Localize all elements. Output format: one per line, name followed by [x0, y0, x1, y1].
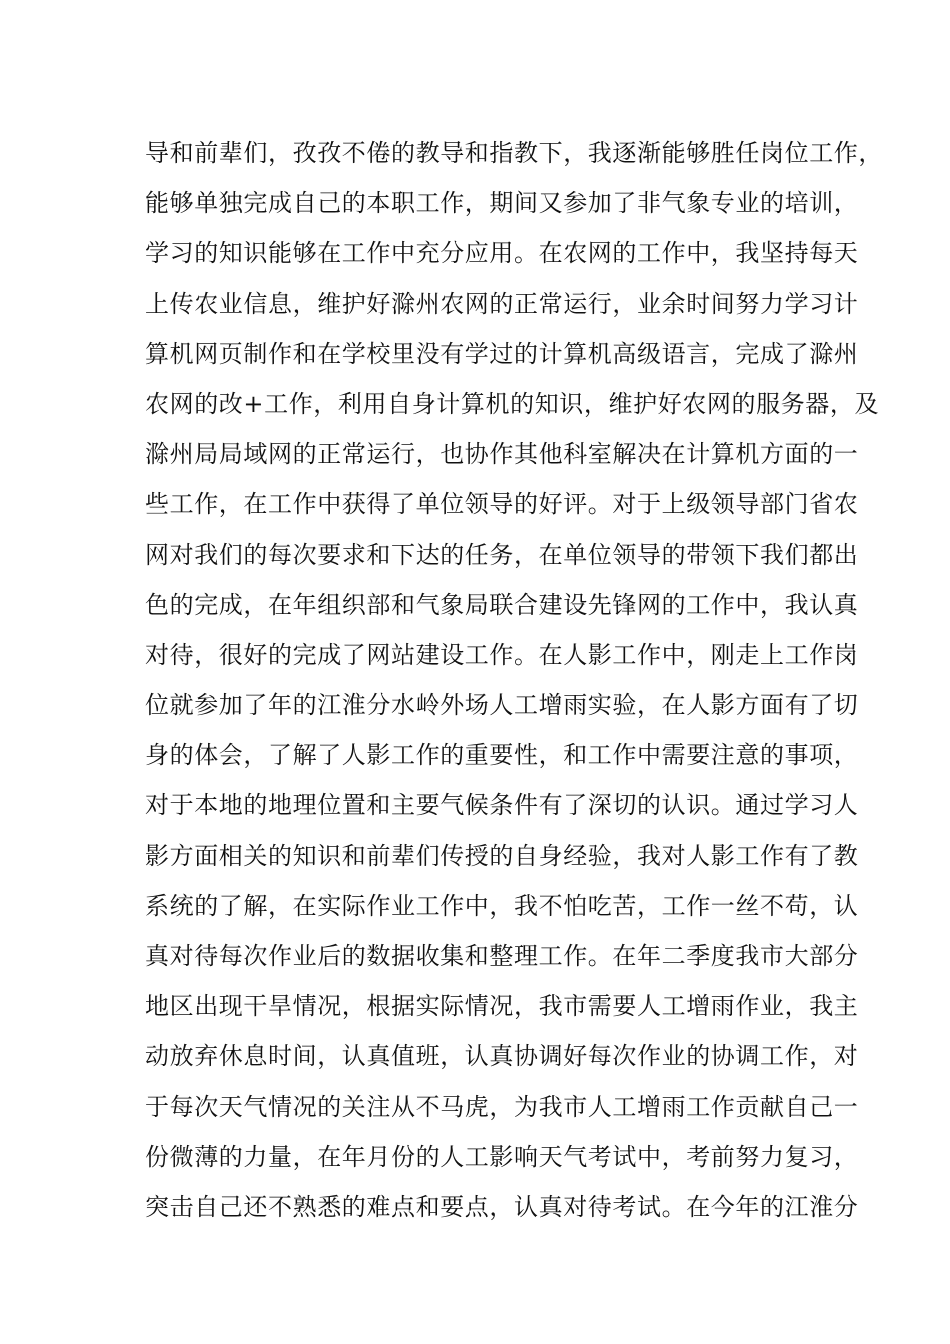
text-line: 算机网页制作和在学校里没有学过的计算机高级语言，完成了滁州	[145, 339, 859, 368]
text-line: 网对我们的每次要求和下达的任务，在单位领导的带领下我们都出	[145, 540, 859, 569]
text-line: 些工作，在工作中获得了单位领导的好评。对于上级领导部门省农	[145, 490, 859, 519]
text-line: 学习的知识能够在工作中充分应用。在农网的工作中，我坚持每天	[145, 239, 859, 268]
text-line: 身的体会，了解了人影工作的重要性，和工作中需要注意的事项，	[145, 741, 859, 770]
text-line: 动放弃休息时间，认真值班，认真协调好每次作业的协调工作，对	[145, 1042, 859, 1071]
text-line: 份微薄的力量，在年月份的人工影响天气考试中，考前努力复习，	[145, 1142, 859, 1171]
text-line: 真对待每次作业后的数据收集和整理工作。在年二季度我市大部分	[145, 942, 859, 970]
text-line: 上传农业信息，维护好滁州农网的正常运行，业余时间努力学习计	[145, 289, 859, 318]
text-line: 能够单独完成自己的本职工作，期间又参加了非气象专业的培训，	[145, 189, 859, 218]
text-line: 农网的改+工作，利用自身计算机的知识，维护好农网的服务器，及	[145, 389, 880, 418]
text-line: 影方面相关的知识和前辈们传授的自身经验，我对人影工作有了教	[145, 841, 859, 870]
text-line: 地区出现干旱情况，根据实际情况，我市需要人工增雨作业，我主	[145, 992, 859, 1021]
text-line: 系统的了解，在实际作业工作中，我不怕吃苦，工作一丝不苟，认	[145, 891, 859, 920]
text-line: 色的完成，在年组织部和气象局联合建设先锋网的工作中，我认真	[145, 590, 859, 619]
body-paragraph	[145, 128, 883, 1232]
text-line: 滁州局局域网的正常运行，也协作其他科室解决在计算机方面的一	[145, 440, 859, 469]
text-line: 对待，很好的完成了网站建设工作。在人影工作中，刚走上工作岗	[145, 640, 859, 669]
text-line: 位就参加了年的江淮分水岭外场人工增雨实验，在人影方面有了切	[145, 691, 859, 720]
text-line: 对于本地的地理位置和主要气候条件有了深切的认识。通过学习人	[145, 791, 859, 820]
text-line: 于每次天气情况的关注从不马虎，为我市人工增雨工作贡献自己一	[145, 1092, 859, 1121]
text-line: 突击自己还不熟悉的难点和要点，认真对待考试。在今年的江淮分	[145, 1192, 859, 1221]
text-line: 导和前辈们，孜孜不倦的教导和指教下，我逐渐能够胜任岗位工作，	[145, 139, 883, 167]
